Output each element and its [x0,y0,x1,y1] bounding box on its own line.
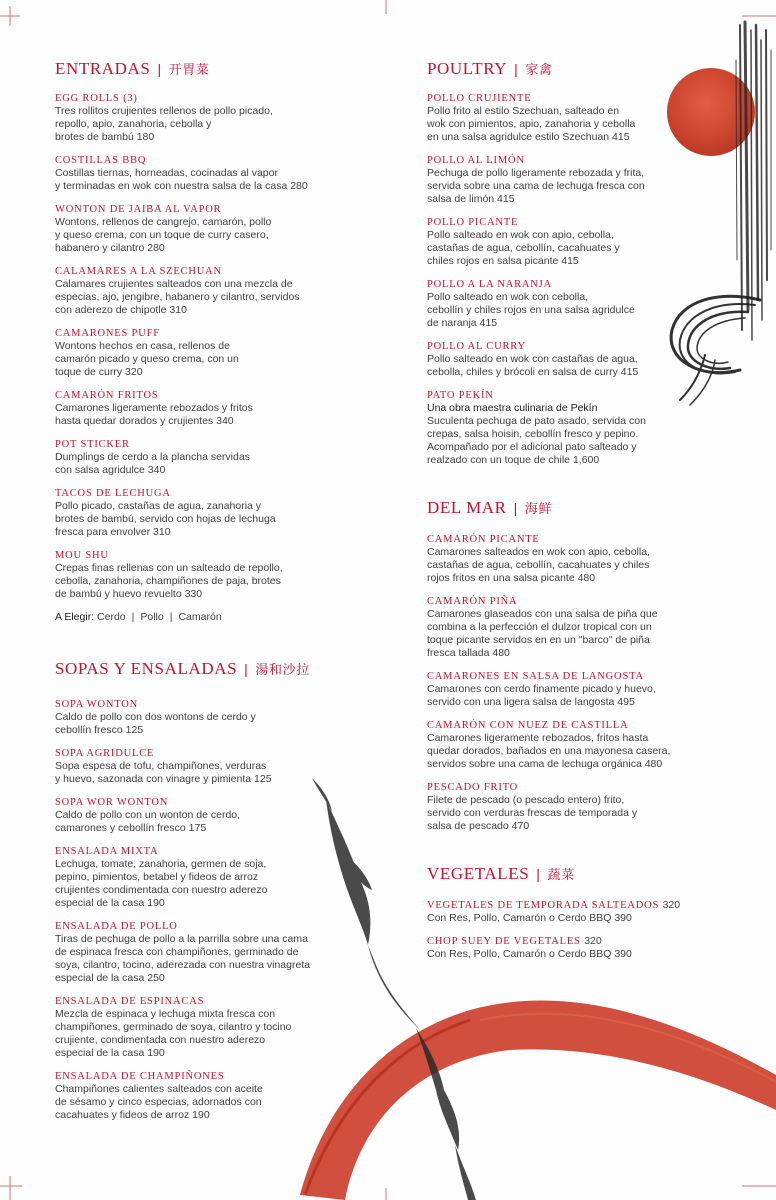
dry-brush-stroke [736,22,771,340]
protein-choice-line: A Elegir: Cerdo | Pollo | Camarón [55,611,222,623]
menu-item: POLLO AL CURRY Pollo salteado en wok con castañas de agua, cebolla, chiles y brócoli en salsa de curry 415 [427,341,639,378]
menu-item: CAMARÓN FRITOS Camarones ligeramente rebozados y fritos hasta quedar dorados y crujientes 340 [55,390,253,427]
section-title: SOPAS Y ENSALADAS | 湯和沙拉 [55,659,310,678]
menu-item: VEGETALES DE TEMPORADA SALTEADOS 320 Con Res, Pollo, Camarón o Cerdo BBQ 390 [427,899,681,924]
section-sopas-ensaladas [55,658,345,1122]
section-entradas [55,58,345,624]
menu-item: POLLO CRUJIENTE Pollo frito al estilo Szechuan, salteado en wok con pimientos, apio, zanahoria y cebolla en una salsa agridulce estilo Szechuan 415 [427,93,636,143]
menu-item: WONTON DE JAIBA AL VAPOR Wontons, rellenos de cangrejo, camarón, pollo y queso crema, con un toque de curry casero, habanero y cilantro 280 [55,204,272,254]
menu-item: SOPA WONTON Caldo de pollo con dos wontons de cerdo y cebollín fresco 125 [55,699,256,736]
section-poultry [427,58,702,467]
menu-item: CAMARÓN CON NUEZ DE CASTILLA Camarones ligeramente rebozados, fritos hasta quedar dorados, bañados en una mayonesa casera, servidos sobre una cama de lechuga orgánica 480 [427,720,671,770]
menu-item: MOU SHU Crepas finas rellenas con un salteado de repollo, cebolla, zanahoria, champiñones de paja, brotes de bambú y huevo revuelto 330 [55,550,283,600]
menu-item: TACOS DE LECHUGA Pollo picado, castañas de agua, zanahoria y brotes de bambú, servido con hojas de lechuga fresca para envolver 310 [55,488,276,538]
section-title: VEGETALES | 蔬菜 [427,864,575,883]
menu-item: EGG ROLLS (3) Tres rollitos crujientes rellenos de pollo picado, repollo, apio, zanahoria, cebolla y brotes de bambú 180 [55,93,273,143]
menu-item: ENSALADA DE ESPINACAS Mezcla de espinaca y lechuga mixta fresca con champiñones, germinado de soya, cilantro y tocino crujiente, condimentada con nuestro aderezo especial de la casa 190 [55,996,292,1059]
menu-item: ENSALADA MIXTA Lechuga, tomate, zanahoria, germen de soja, pepino, pimientos, betabel y fideos de arroz crujientes condimentada con nuestro aderezo especial de la casa 190 [55,846,268,909]
menu-item: CHOP SUEY DE VEGETALES 320 Con Res, Pollo, Camarón o Cerdo BBQ 390 [427,935,632,960]
menu-item: COSTILLAS BBQ Costillas tiernas, horneadas, cocinadas al vapor y terminadas en wok con nuestra salsa de la casa 280 [55,155,308,192]
menu-item: POLLO PICANTE Pollo salteado en wok con apio, cebolla, castañas de agua, cebollín, cacahuates y chiles rojos en salsa picante 415 [427,217,620,267]
menu-item: ENSALADA DE CHAMPIÑONES Champiñones calientes salteados con aceite de sésamo y cinco especias, adornados con cacahuates y fideos de arroz 190 [55,1071,263,1121]
red-brush-stroke [300,1000,776,1200]
menu-item: CAMARÓN PIÑA Camarones glaseados con una salsa de piña que combina a la perfección el dulzor tropical con un toque picante servidos en en un "barco" de piña fresca tallada 480 [427,596,658,659]
menu-item: SOPA AGRIDULCE Sopa espesa de tofu, champiñones, verduras y huevo, sazonada con vinagre y pimienta 125 [55,748,272,785]
left-column [55,58,345,1132]
menu-item: CAMARONES EN SALSA DE LANGOSTA Camarones con cerdo finamente picado y huevo, servido con una ligera salsa de langosta 495 [427,671,656,708]
menu-item: POLLO A LA NARANJA Pollo salteado en wok con cebolla, cebollín y chiles rojos en una salsa agridulce de naranja 415 [427,279,635,329]
section-title: ENTRADAS | 开胃菜 [55,59,210,78]
menu-item: POT STICKER Dumplings de cerdo a la plancha servidas con salsa agridulce 340 [55,439,250,476]
section-title: POULTRY | 家禽 [427,59,553,78]
section-del-mar [427,497,702,833]
section-vegetales [427,863,702,961]
menu-item: SOPA WOR WONTON Caldo de pollo con un wonton de cerdo, camarones y cebollín fresco 175 [55,797,241,834]
right-column [427,58,702,971]
menu-item: CAMARONES PUFF Wontons hechos en casa, rellenos de camarón picado y queso crema, con un toque de curry 320 [55,328,239,378]
menu-item: CALAMARES A LA SZECHUAN Calamares crujientes salteados con una mezcla de especias, ajo, jengibre, habanero y cilantro, servidos con aderezo de chipotle 310 [55,266,300,316]
section-title: DEL MAR | 海鲜 [427,498,553,517]
menu-item: POLLO AL LIMÓN Pechuga de pollo ligeramente rebozada y frita, servida sobre una cama de lechuga fresca con salsa de limón 415 [427,155,645,205]
item-subtitle: Una obra maestra culinaria de Pekín [427,402,598,414]
menu-item: ENSALADA DE POLLO Tiras de pechuga de pollo a la parrilla sobre una cama de espinaca fresca con champiñones, germinado de soya, cilantro, tocino, aderezada con nuestra vinagreta especial de la casa 250 [55,921,311,984]
menu-item: CAMARÓN PICANTE Camarones salteados en wok con apio, cebolla, castañas de agua, cebollín, cacahuates y chiles rojos fritos en una salsa picante 480 [427,534,650,584]
menu-item: PESCADO FRITO Filete de pescado (o pescado entero) frito, servido con verduras frescas de temporada y salsa de pescado 470 [427,782,638,832]
menu-item: PATO PEKÍN Una obra maestra culinaria de Pekín Suculenta pechuga de pato asado, servida con crepas, salsa hoisin, cebollín fresco y pepino. Acompañado por el adicional pato salteado y realzado con un toque de chile 1,600 [427,389,702,467]
